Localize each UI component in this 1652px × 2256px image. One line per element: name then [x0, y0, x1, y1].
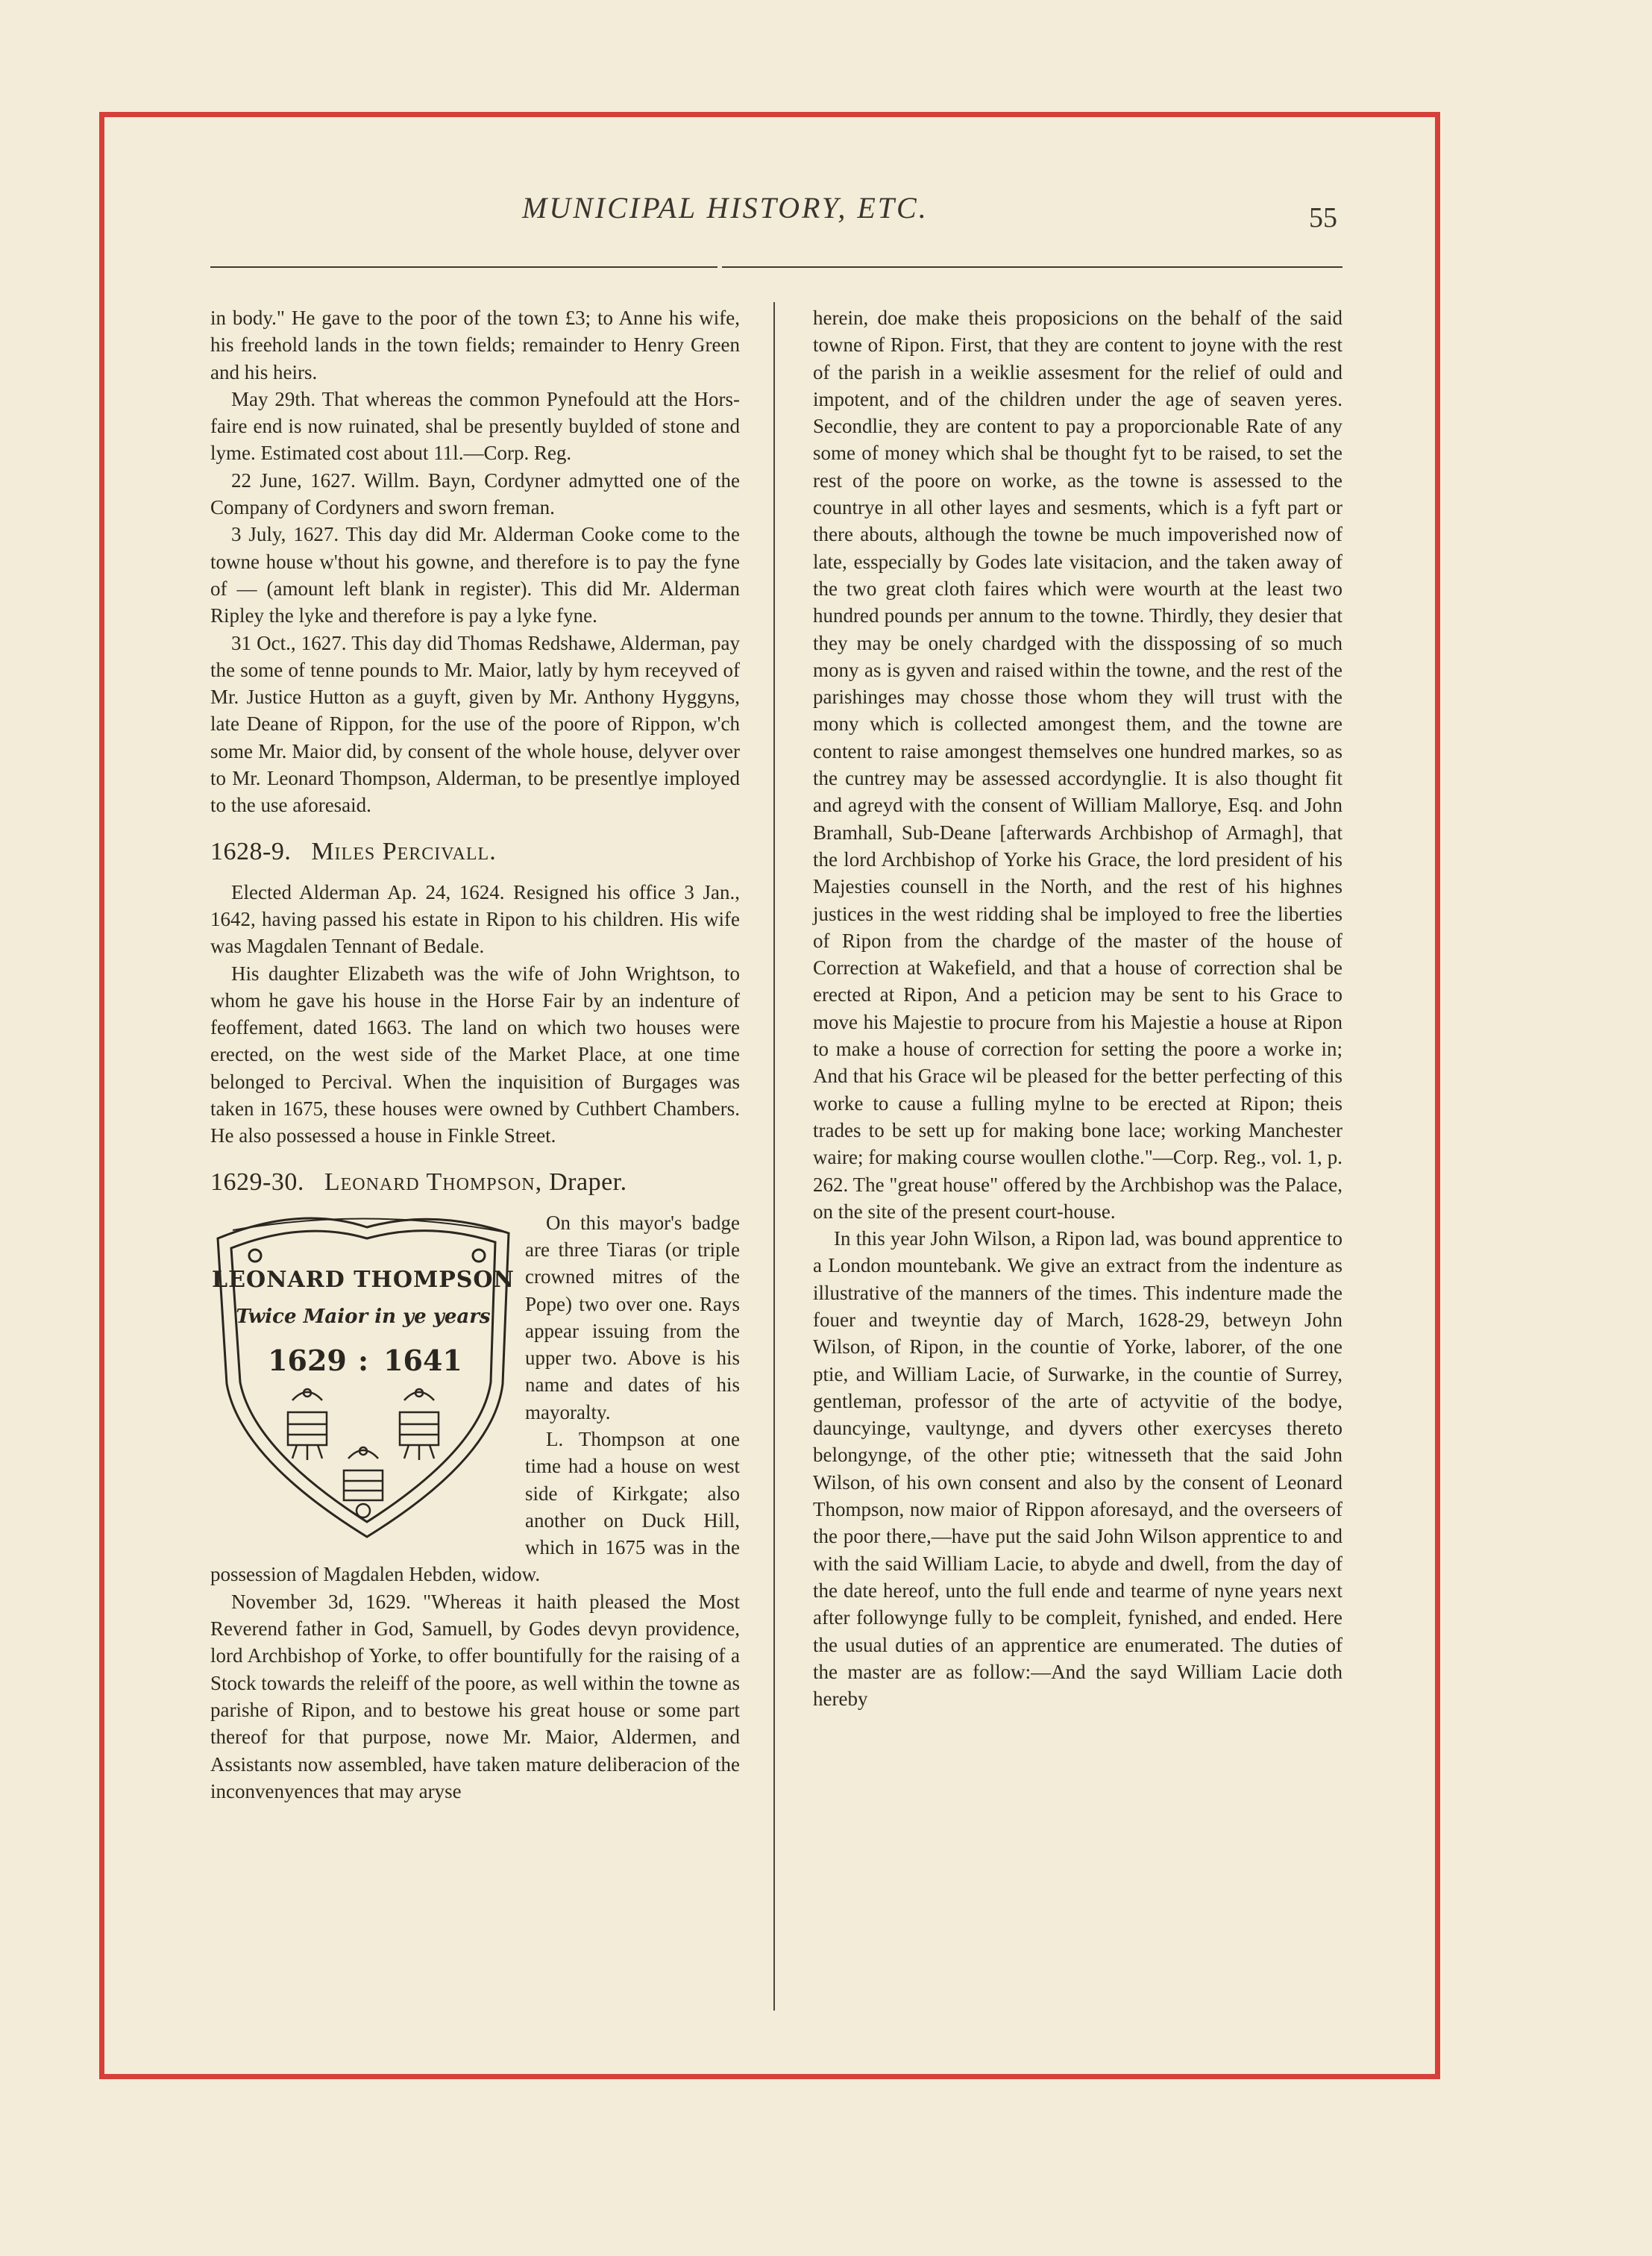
tiara-icon	[400, 1389, 439, 1460]
tiara-icon	[344, 1447, 383, 1517]
paragraph: L. Thompson at one time had a house on west side of Kirkgate; also another on Duck Hill, which in 1675 was in the possession of Magdalen Hebden, widow.	[210, 1427, 740, 1586]
right-column	[813, 304, 1342, 1712]
running-head: MUNICIPAL HISTORY, ETC.	[522, 191, 929, 225]
paragraph: 22 June, 1627. Willm. Bayn, Cordyner admytted one of the Company of Cordyners and sworn freman.	[210, 469, 740, 519]
paragraph: 31 Oct., 1627. This day did Thomas Redshawe, Alderman, pay the some of tenne pounds to Mr. Maior, latly by hym receyved of Mr. Justice Hutton as a guyft, given by Mr. Anthony Hyggyns, late Deane of Rippon, for the use of the poore of Rippon, w'ch some Mr. Maior did, by consent of the whole house, delyver over to Mr. Leonard Thompson, Alderman, to be presentlye imployed to the use aforesaid.	[210, 631, 740, 817]
badge-motto: Twice Maior in ye years	[236, 1305, 491, 1328]
badge-year-2: 1641	[383, 1343, 462, 1377]
shield-scroll-line	[233, 1218, 503, 1232]
paragraph: November 3d, 1629. "Whereas it haith pleased the Most Reverend father in God, Samuell, by Godes devyn providence, lord Archbishop of Yorke, to offer bountifully for the raising of a Stock towards the releiff of the poore, as well within the towne as parishe of Ripon, and to bestowe his great house or some part thereof for that purpose, nowe Mr. Maior, Aldermen, and Assistants now assembled, have taken mature deliberacion of the inconvenyences that may aryse	[210, 1590, 740, 1802]
page-number: 55	[1309, 202, 1337, 234]
paragraph: Elected Alderman Ap. 24, 1624. Resigned his office 3 Jan., 1642, having passed his estate in Ripon to his children. His wife was Magdalen Tennant of Bedale.	[210, 880, 740, 958]
heading-name: Miles Percivall.	[311, 837, 497, 865]
paragraph: in body." He gave to the poor of the town £3; to Anne his wife, his freehold lands in the town fields; remainder to Henry Green and his heirs.	[210, 307, 740, 383]
rivet-icon	[473, 1250, 485, 1262]
paragraph: herein, doe make theis proposicions on the behalf of the said towne of Ripon. First, that they are content to joyne with the rest of the parish in a weiklie assesment for the relief of ould and impotent, and of the children under the age of seaven yeres. Secondlie, they are content to pay a proporcionable Rate of any some of money which shal be thought fyt to be raised, to set the rest of the poore on worke, as the towne is assessed to the countrye in all other layes and sesments, which is a fyft part or there abouts, although the towne be much impoverished now of late, esspecially by Godes late visitacion, and the taken away of the two great cloth faires which were wourth at the least two hundred pounds per annum to the towne. Thirdly, they desier that they may be onely chardged with the disspossing of so much mony as is gyven and raised within the towne, and the rest of the parishinges may chosse those whom they will trust with the mony which is collected amongest them, and the towne are content to raise amongest themselves one hundred markes, so as the cuntrey may be assessed accordynglie. It is also thought fit and agreyd with the consent of William Mallorye, Esq. and John Bramhall, Sub-Deane [afterwards Archbishop of Armagh], that the lord Archbishop of Yorke his Grace, the lord president of his Majesties counsell in the North, and the rest of his highnes justices in the west ridding shal be imployed to free the liberties of Ripon from the chardge of the master of the house of Correction at Wakefield, and that a house of correction shal be erected at Ripon, And a peticion may be sent to his Grace to move his Majestie to procure from his Majestie a house at Ripon to make a house of correction for setting the poore a worke in; And that his Grace wil be pleased for the better perfecting of this worke to cause a fulling mylne to be erected at Ripon; theis trades to be sett up for making bone lace; working Manchester waire; for making course woullen clothe."—Corp. Reg., vol. 1, p. 262. The "great house" offered by the Archbishop was the Palace, on the site of the present court-house.	[813, 307, 1342, 1223]
heading-year: 1628-9.	[210, 837, 292, 865]
heading-year: 1629-30.	[210, 1168, 304, 1196]
paragraph: His daughter Elizabeth was the wife of John Wrightson, to whom he gave his house in the Horse Fair by an indenture of feoffement, dated 1663. The land on which two houses were erected, on the west side of the Market Place, at one time belonged to Percival. When the inquisition of Burgages was taken in 1675, these houses were owned by Cuthbert Chambers. He also possessed a house in Finkle Street.	[210, 962, 740, 1147]
svg-text::: :	[357, 1343, 369, 1377]
paragraph: 3 July, 1627. This day did Mr. Alderman Cooke come to the towne house w'thout his gowne, and therefore is to pay the fyne of — (amount left blank in register). This did Mr. Alderman Ripley the lyke and therefore is pay a lyke fyne.	[210, 523, 740, 627]
paragraph: In this year John Wilson, a Ripon lad, was bound apprentice to a London mountebank. We give an extract from the indenture as illustrative of the manners of the times. This indenture made the fouer and tweyntie day of March, 1628-29, betweyn John Wilson, of Ripon, in the countie of Yorke, laborer, of the one ptie, and William Lacie, of Surwarke, in the countie of Surrey, gentleman, professor of the arte of actyvitie of the bodye, dauncyinge, vaultynge, and dyvers other exercyses thereto belongynge, of the other ptie; witnesseth that the said John Wilson, of his own consent and also by the consent of Leonard Thompson, now maior of Rippon aforesayd, and the overseers of the poor there,—have put the said John Wilson apprentice to and with the said William Lacie, to abyde and dwell, from the day of the date hereof, unto the full ende and tearme of nyne years next after followynge fully to be compleit, fynished, and ended. Here the usual duties of an apprentice are enumerated. The duties of the master are as follow:—And the sayd William Lacie doth hereby	[813, 1227, 1342, 1711]
badge-name: LEONARD THOMPSON	[212, 1266, 515, 1293]
paragraph: On this mayor's badge are three Tiaras (or triple crowned mitres of the Pope) two over one. Rays appear issuing from the upper two. Above is his name and dates of his mayoralty.	[525, 1211, 740, 1423]
paragraph: May 29th. That whereas the common Pynefould att the Hors-faire end is now ruinated, shal be presently buylded of stone and lyme. Estimated cost about 11l.—Corp. Reg.	[210, 387, 740, 465]
section-heading-thompson	[210, 1166, 740, 1199]
mayor-badge-illustration	[210, 1212, 518, 1541]
header-rule-left	[210, 266, 717, 268]
tiara-icon	[288, 1389, 327, 1460]
left-column	[210, 304, 740, 1805]
heading-trade: Draper.	[549, 1168, 627, 1196]
section-heading-percivall	[210, 836, 740, 868]
column-divider	[773, 302, 775, 2011]
rivet-icon	[249, 1250, 261, 1262]
heading-name: Leonard Thompson,	[324, 1168, 543, 1196]
header-rule-right	[722, 266, 1342, 268]
badge-year-1: 1629	[268, 1343, 347, 1377]
